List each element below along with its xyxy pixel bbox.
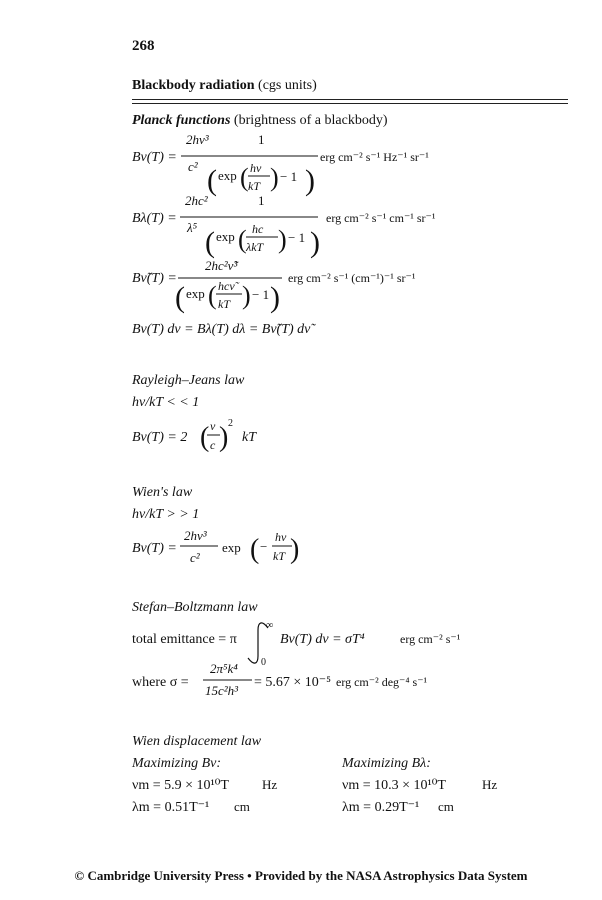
planck-relation: Bν(T) dν = Bλ(T) dλ = Bν̃(T) dν̃ — [132, 322, 311, 337]
blambda-paren-left: ( — [205, 226, 215, 259]
wien-inner-den: kT — [273, 549, 285, 563]
bnutilde-exp: exp — [186, 286, 205, 301]
wd-left-title: Maximizing Bν: — [132, 756, 222, 771]
rj-power: 2 — [228, 418, 233, 429]
wien-minus: − — [260, 539, 268, 554]
wd-heading: Wien displacement law — [132, 734, 262, 749]
stefan-total-units: erg cm⁻² s⁻¹ — [400, 632, 461, 646]
rj-paren-right: ) — [219, 422, 229, 453]
bnutilde-paren-right: ) — [270, 281, 280, 314]
section-title-bold: Blackbody radiation — [132, 78, 255, 93]
integral-upper: ∞ — [266, 620, 274, 631]
blambda-minus-one: − 1 — [288, 230, 306, 245]
integral-lower: 0 — [261, 657, 266, 668]
wien-inner-num: hν — [275, 530, 287, 544]
bnu-paren-right: ) — [305, 164, 315, 197]
wd-left-lambda-unit: cm — [234, 799, 250, 814]
wien-num: 2hν³ — [184, 528, 207, 543]
wien-paren-right: ) — [290, 534, 300, 565]
bnutilde-inner-den: kT — [218, 297, 230, 311]
blambda-inner-den: λkT — [246, 240, 264, 254]
bnu-exp: exp — [218, 168, 237, 183]
wd-left-freq: νm = 5.9 × 10¹⁰T — [132, 778, 229, 793]
bnutilde-units: erg cm⁻² s⁻¹ (cm⁻¹)⁻¹ sr⁻¹ — [288, 271, 416, 285]
blambda-lhs: Bλ(T) = — [132, 211, 177, 226]
wd-right-lambda: λm = 0.29T⁻¹ — [342, 800, 420, 815]
wien-exp: exp — [222, 540, 241, 555]
blambda-rnum: 1 — [258, 193, 265, 208]
wien-heading: Wien's law — [132, 485, 193, 500]
blambda-num: 2hc² — [185, 193, 208, 208]
bnutilde-paren-left: ( — [175, 281, 185, 314]
wd-left-freq-unit: Hz — [262, 777, 278, 792]
stefan-total-rhs: Bν(T) dν = σT⁴ — [280, 632, 365, 647]
blambda-paren-right: ) — [310, 226, 320, 259]
bnu-inner-paren-left: ( — [240, 163, 249, 192]
blambda-inner-paren-right: ) — [278, 225, 287, 254]
bnu-inner-paren-right: ) — [270, 163, 279, 192]
section-title-rest: (cgs units) — [254, 78, 317, 93]
page-number: 268 — [132, 38, 155, 54]
rj-condition: hν/kT < < 1 — [132, 395, 200, 410]
wd-right-freq-unit: Hz — [482, 777, 498, 792]
bnu-den: c² — [188, 159, 198, 174]
blambda-inner-num: hc — [252, 222, 264, 236]
stefan-where-lhs: where σ = — [132, 675, 189, 690]
rj-frac-den: c — [210, 438, 216, 452]
planck-heading-bold: Planck functions — [132, 113, 231, 128]
wien-condition: hν/kT > > 1 — [132, 507, 200, 522]
wd-left-lambda: λm = 0.51T⁻¹ — [132, 800, 210, 815]
bnu-inner-num: hν — [250, 161, 262, 175]
sigma-value: = 5.67 × 10⁻⁵ — [254, 675, 332, 690]
bnutilde-lhs: Bν̃(T) = — [132, 271, 177, 286]
bnu-num: 2hν³ — [186, 132, 209, 147]
bnu-lhs: Bν(T) = — [132, 150, 177, 165]
sigma-den: 15c²h³ — [205, 683, 239, 698]
rj-rest: kT — [242, 430, 256, 445]
blambda-exp: exp — [216, 229, 235, 244]
rj-lhs: Bν(T) = 2 — [132, 430, 188, 445]
sigma-units: erg cm⁻² deg⁻⁴ s⁻¹ — [336, 675, 428, 689]
bnu-rnum: 1 — [258, 132, 265, 147]
blambda-den: λ⁵ — [187, 220, 198, 235]
rj-paren-left: ( — [200, 422, 210, 453]
wien-den: c² — [190, 550, 200, 565]
bnutilde-minus-one: − 1 — [252, 287, 270, 302]
bnu-inner-den: kT — [248, 179, 260, 193]
stefan-total-lhs: total emittance = π — [132, 632, 237, 647]
stefan-heading: Stefan–Boltzmann law — [132, 600, 258, 615]
rj-frac-num: ν — [210, 419, 216, 433]
bnu-paren-left: ( — [207, 164, 217, 197]
bnutilde-inner-paren-right: ) — [242, 281, 251, 310]
wd-right-freq: νm = 10.3 × 10¹⁰T — [342, 778, 446, 793]
wd-right-title: Maximizing Bλ: — [342, 756, 431, 771]
planck-heading-rest: (brightness of a blackbody) — [230, 113, 388, 128]
footer-credit: © Cambridge University Press • Provided by the NASA Astrophysics Data System — [74, 868, 528, 883]
blambda-inner-paren-left: ( — [238, 225, 247, 254]
bnu-minus-one: − 1 — [280, 169, 298, 184]
blambda-units: erg cm⁻² s⁻¹ cm⁻¹ sr⁻¹ — [326, 211, 436, 225]
sigma-num: 2π⁵k⁴ — [210, 661, 238, 676]
bnutilde-num: 2hc²ν̃³ — [205, 258, 238, 273]
wien-lhs: Bν(T) = — [132, 541, 177, 556]
bnutilde-inner-num: hcν̃ — [218, 279, 235, 293]
bnu-units: erg cm⁻² s⁻¹ Hz⁻¹ sr⁻¹ — [320, 150, 429, 164]
rj-heading: Rayleigh–Jeans law — [132, 373, 245, 388]
wd-right-lambda-unit: cm — [438, 799, 454, 814]
bnutilde-inner-paren-left: ( — [208, 281, 217, 310]
wien-paren-left: ( — [250, 534, 260, 565]
